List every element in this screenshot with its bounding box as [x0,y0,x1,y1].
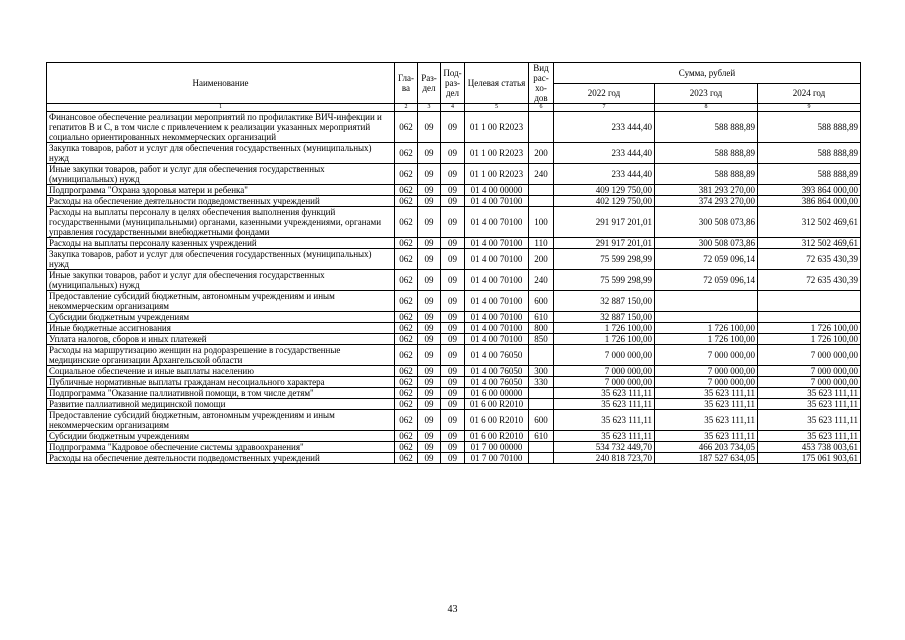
row-podrazdel: 09 [441,410,465,431]
row-vid: 300 [529,366,554,377]
col-index: 8 [655,104,758,112]
row-name: Закупка товаров, работ и услуг для обеспечения государственных (муниципальных) нужд [47,143,395,164]
row-sum-2023: 7 000 000,00 [655,366,758,377]
row-sum-2022: 291 917 201,01 [554,207,655,238]
row-statya: 01 4 00 76050 [465,366,529,377]
row-sum-2024: 72 635 430,39 [758,270,861,291]
row-sum-2022: 7 000 000,00 [554,366,655,377]
col-index: 3 [418,104,441,112]
table-row [47,377,861,388]
row-sum-2022: 233 444,40 [554,164,655,185]
table-row [47,431,861,442]
col-header-year-2022: 2022 год [554,83,655,104]
row-podrazdel: 09 [441,323,465,334]
row-razdel: 09 [418,323,441,334]
row-vid: 200 [529,143,554,164]
table-row [47,442,861,453]
row-razdel: 09 [418,431,441,442]
row-statya: 01 4 00 70100 [465,238,529,249]
table-row [47,312,861,323]
col-header-year-2024: 2024 год [758,83,861,104]
table-row [47,388,861,399]
table-row [47,323,861,334]
row-glava: 062 [395,249,418,270]
table-row [47,334,861,345]
row-sum-2022: 1 726 100,00 [554,334,655,345]
row-sum-2024: 175 061 903,61 [758,453,861,464]
row-razdel: 09 [418,377,441,388]
row-razdel: 09 [418,249,441,270]
row-vid [529,453,554,464]
row-sum-2024 [758,312,861,323]
row-statya: 01 4 00 70100 [465,249,529,270]
row-podrazdel: 09 [441,249,465,270]
row-glava: 062 [395,334,418,345]
row-razdel: 09 [418,143,441,164]
row-statya: 01 7 00 00000 [465,442,529,453]
row-glava: 062 [395,270,418,291]
row-vid: 600 [529,291,554,312]
col-header-glava: Гла-ва [395,63,418,104]
row-razdel: 09 [418,185,441,196]
row-vid: 800 [529,323,554,334]
row-sum-2022: 35 623 111,11 [554,431,655,442]
row-name: Подпрограмма "Охрана здоровья матери и ребенка" [47,185,395,196]
row-name: Развитие паллиативной медицинской помощи [47,399,395,410]
row-glava: 062 [395,112,418,143]
col-index: 7 [554,104,655,112]
row-statya: 01 1 00 R2023 [465,164,529,185]
row-sum-2023: 588 888,89 [655,112,758,143]
row-podrazdel: 09 [441,442,465,453]
row-glava: 062 [395,323,418,334]
row-vid [529,442,554,453]
row-statya: 01 4 00 70100 [465,207,529,238]
col-index: 2 [395,104,418,112]
row-sum-2023: 187 527 634,05 [655,453,758,464]
row-podrazdel: 09 [441,238,465,249]
row-podrazdel: 09 [441,345,465,366]
row-vid: 240 [529,270,554,291]
row-razdel: 09 [418,366,441,377]
row-vid: 850 [529,334,554,345]
row-vid [529,399,554,410]
row-sum-2022: 402 129 750,00 [554,196,655,207]
row-podrazdel: 09 [441,453,465,464]
table-row [47,164,861,185]
row-vid: 610 [529,431,554,442]
row-sum-2022: 233 444,40 [554,112,655,143]
row-statya: 01 4 00 00000 [465,185,529,196]
row-razdel: 09 [418,388,441,399]
row-podrazdel: 09 [441,185,465,196]
row-sum-2024: 588 888,89 [758,143,861,164]
row-vid: 110 [529,238,554,249]
row-vid: 600 [529,410,554,431]
row-razdel: 09 [418,399,441,410]
row-vid [529,196,554,207]
row-sum-2023: 1 726 100,00 [655,323,758,334]
row-sum-2022: 7 000 000,00 [554,377,655,388]
row-glava: 062 [395,388,418,399]
row-sum-2024: 386 864 000,00 [758,196,861,207]
row-razdel: 09 [418,270,441,291]
row-podrazdel: 09 [441,388,465,399]
row-sum-2023: 588 888,89 [655,164,758,185]
row-name: Расходы на выплаты персоналу казенных учреждений [47,238,395,249]
budget-table [46,62,861,464]
row-statya: 01 4 00 70100 [465,196,529,207]
row-sum-2024 [758,291,861,312]
table-row [47,345,861,366]
row-statya: 01 7 00 70100 [465,453,529,464]
row-sum-2022: 1 726 100,00 [554,323,655,334]
table-row [47,399,861,410]
row-podrazdel: 09 [441,270,465,291]
row-glava: 062 [395,312,418,323]
row-sum-2022: 75 599 298,99 [554,270,655,291]
row-razdel: 09 [418,238,441,249]
row-statya: 01 4 00 70100 [465,270,529,291]
row-podrazdel: 09 [441,431,465,442]
row-sum-2023: 35 623 111,11 [655,410,758,431]
row-sum-2023 [655,291,758,312]
row-podrazdel: 09 [441,377,465,388]
row-podrazdel: 09 [441,196,465,207]
col-header-name: Наименование [47,63,395,104]
row-sum-2022: 35 623 111,11 [554,388,655,399]
row-glava: 062 [395,196,418,207]
row-glava: 062 [395,185,418,196]
row-glava: 062 [395,399,418,410]
row-sum-2022: 7 000 000,00 [554,345,655,366]
col-header-year-2023: 2023 год [655,83,758,104]
row-sum-2023: 72 059 096,14 [655,270,758,291]
row-statya: 01 6 00 00000 [465,388,529,399]
table-row [47,207,861,238]
col-index: 9 [758,104,861,112]
page-number: 43 [447,604,458,615]
row-name: Субсидии бюджетным учреждениям [47,312,395,323]
col-index: 4 [441,104,465,112]
row-sum-2024: 7 000 000,00 [758,366,861,377]
row-glava: 062 [395,453,418,464]
row-sum-2024: 588 888,89 [758,164,861,185]
row-sum-2022: 291 917 201,01 [554,238,655,249]
row-podrazdel: 09 [441,143,465,164]
row-glava: 062 [395,143,418,164]
table-row [47,238,861,249]
row-podrazdel: 09 [441,334,465,345]
table-row [47,196,861,207]
row-razdel: 09 [418,453,441,464]
row-name: Расходы на выплаты персоналу в целях обеспечения выполнения функций государственными (муниципальными) органами, казенными учреждениями, органами управления государственными внебюджетными фондами [47,207,395,238]
row-sum-2024: 312 502 469,61 [758,238,861,249]
row-sum-2024: 72 635 430,39 [758,249,861,270]
row-sum-2022: 32 887 150,00 [554,312,655,323]
col-header-vid: Вид рас-хо-дов [529,63,554,104]
row-vid [529,185,554,196]
row-glava: 062 [395,345,418,366]
row-podrazdel: 09 [441,312,465,323]
row-razdel: 09 [418,164,441,185]
table-row [47,270,861,291]
row-sum-2023: 300 508 073,86 [655,238,758,249]
row-razdel: 09 [418,410,441,431]
row-sum-2023: 1 726 100,00 [655,334,758,345]
row-glava: 062 [395,238,418,249]
row-statya: 01 4 00 70100 [465,323,529,334]
row-name: Субсидии бюджетным учреждениям [47,431,395,442]
row-statya: 01 6 00 R2010 [465,399,529,410]
table-row [47,453,861,464]
row-sum-2023: 466 203 734,05 [655,442,758,453]
row-glava: 062 [395,442,418,453]
row-sum-2022: 32 887 150,00 [554,291,655,312]
row-glava: 062 [395,377,418,388]
row-sum-2022: 75 599 298,99 [554,249,655,270]
table-row [47,112,861,143]
row-sum-2023: 35 623 111,11 [655,431,758,442]
row-razdel: 09 [418,334,441,345]
row-sum-2024: 1 726 100,00 [758,323,861,334]
table-row [47,410,861,431]
row-glava: 062 [395,164,418,185]
row-glava: 062 [395,207,418,238]
row-razdel: 09 [418,345,441,366]
row-sum-2023: 7 000 000,00 [655,345,758,366]
row-vid [529,345,554,366]
row-vid: 240 [529,164,554,185]
row-sum-2024: 453 738 003,61 [758,442,861,453]
row-statya: 01 1 00 R2023 [465,143,529,164]
row-name: Предоставление субсидий бюджетным, автономным учреждениям и иным некоммерческим организациям [47,291,395,312]
row-sum-2023: 588 888,89 [655,143,758,164]
row-razdel: 09 [418,291,441,312]
row-name: Иные бюджетные ассигнования [47,323,395,334]
row-vid: 100 [529,207,554,238]
row-sum-2024: 588 888,89 [758,112,861,143]
row-sum-2023: 381 293 270,00 [655,185,758,196]
row-vid [529,112,554,143]
row-sum-2022: 35 623 111,11 [554,399,655,410]
row-sum-2023: 72 059 096,14 [655,249,758,270]
row-statya: 01 6 00 R2010 [465,431,529,442]
row-razdel: 09 [418,442,441,453]
row-razdel: 09 [418,196,441,207]
table-row [47,143,861,164]
row-statya: 01 4 00 70100 [465,312,529,323]
row-sum-2023 [655,312,758,323]
col-index: 5 [465,104,529,112]
row-glava: 062 [395,431,418,442]
row-sum-2024: 312 502 469,61 [758,207,861,238]
row-vid [529,388,554,399]
row-name: Иные закупки товаров, работ и услуг для обеспечения государственных (муниципальных) нужд [47,164,395,185]
table-row [47,291,861,312]
row-name: Публичные нормативные выплаты гражданам несоциального характера [47,377,395,388]
row-podrazdel: 09 [441,291,465,312]
row-sum-2023: 7 000 000,00 [655,377,758,388]
row-sum-2024: 1 726 100,00 [758,334,861,345]
row-statya: 01 6 00 R2010 [465,410,529,431]
col-index: 1 [47,104,395,112]
row-name: Предоставление субсидий бюджетным, автономным учреждениям и иным некоммерческим организациям [47,410,395,431]
row-sum-2024: 7 000 000,00 [758,345,861,366]
row-podrazdel: 09 [441,399,465,410]
row-podrazdel: 09 [441,164,465,185]
table-row [47,185,861,196]
table-row [47,366,861,377]
row-statya: 01 4 00 76050 [465,377,529,388]
row-statya: 01 4 00 70100 [465,291,529,312]
row-sum-2024: 35 623 111,11 [758,388,861,399]
row-vid: 330 [529,377,554,388]
row-sum-2024: 35 623 111,11 [758,410,861,431]
col-index: 6 [529,104,554,112]
row-sum-2022: 35 623 111,11 [554,410,655,431]
row-name: Закупка товаров, работ и услуг для обеспечения государственных (муниципальных) нужд [47,249,395,270]
row-sum-2022: 534 732 449,70 [554,442,655,453]
row-podrazdel: 09 [441,112,465,143]
row-sum-2022: 240 818 723,70 [554,453,655,464]
table-row [47,249,861,270]
row-sum-2023: 35 623 111,11 [655,399,758,410]
row-name: Расходы на обеспечение деятельности подведомственных учреждений [47,453,395,464]
row-name: Уплата налогов, сборов и иных платежей [47,334,395,345]
col-header-sum: Сумма, рублей [554,63,861,84]
row-sum-2022: 409 129 750,00 [554,185,655,196]
row-podrazdel: 09 [441,207,465,238]
row-name: Социальное обеспечение и иные выплаты населению [47,366,395,377]
row-statya: 01 4 00 70100 [465,334,529,345]
row-vid: 200 [529,249,554,270]
row-name: Финансовое обеспечение реализации мероприятий по профилактике ВИЧ-инфекции и гепатитов В и С, в том числе с привлечением к реализации указанных мероприятий социально ориентированных некоммерческих организаций [47,112,395,143]
row-razdel: 09 [418,112,441,143]
row-sum-2024: 35 623 111,11 [758,399,861,410]
col-header-razdel: Раз-дел [418,63,441,104]
row-podrazdel: 09 [441,366,465,377]
row-statya: 01 1 00 R2023 [465,112,529,143]
row-statya: 01 4 00 76050 [465,345,529,366]
row-name: Расходы на обеспечение деятельности подведомственных учреждений [47,196,395,207]
row-vid: 610 [529,312,554,323]
col-header-podrazdel: Под-раз-дел [441,63,465,104]
row-sum-2023: 35 623 111,11 [655,388,758,399]
col-header-statya: Целевая статья [465,63,529,104]
row-glava: 062 [395,291,418,312]
row-glava: 062 [395,366,418,377]
row-sum-2023: 374 293 270,00 [655,196,758,207]
row-sum-2024: 7 000 000,00 [758,377,861,388]
row-sum-2022: 233 444,40 [554,143,655,164]
row-sum-2023: 300 508 073,86 [655,207,758,238]
row-name: Подпрограмма "Оказание паллиативной помощи, в том числе детям" [47,388,395,399]
row-razdel: 09 [418,207,441,238]
row-name: Иные закупки товаров, работ и услуг для обеспечения государственных (муниципальных) нужд [47,270,395,291]
row-sum-2024: 393 864 000,00 [758,185,861,196]
row-name: Подпрограмма "Кадровое обеспечение системы здравоохранения" [47,442,395,453]
row-name: Расходы на маршрутизацию женщин на родоразрешение в государственные медицинские организации Архангельской области [47,345,395,366]
row-sum-2024: 35 623 111,11 [758,431,861,442]
row-razdel: 09 [418,312,441,323]
table-body [47,112,861,464]
row-glava: 062 [395,410,418,431]
